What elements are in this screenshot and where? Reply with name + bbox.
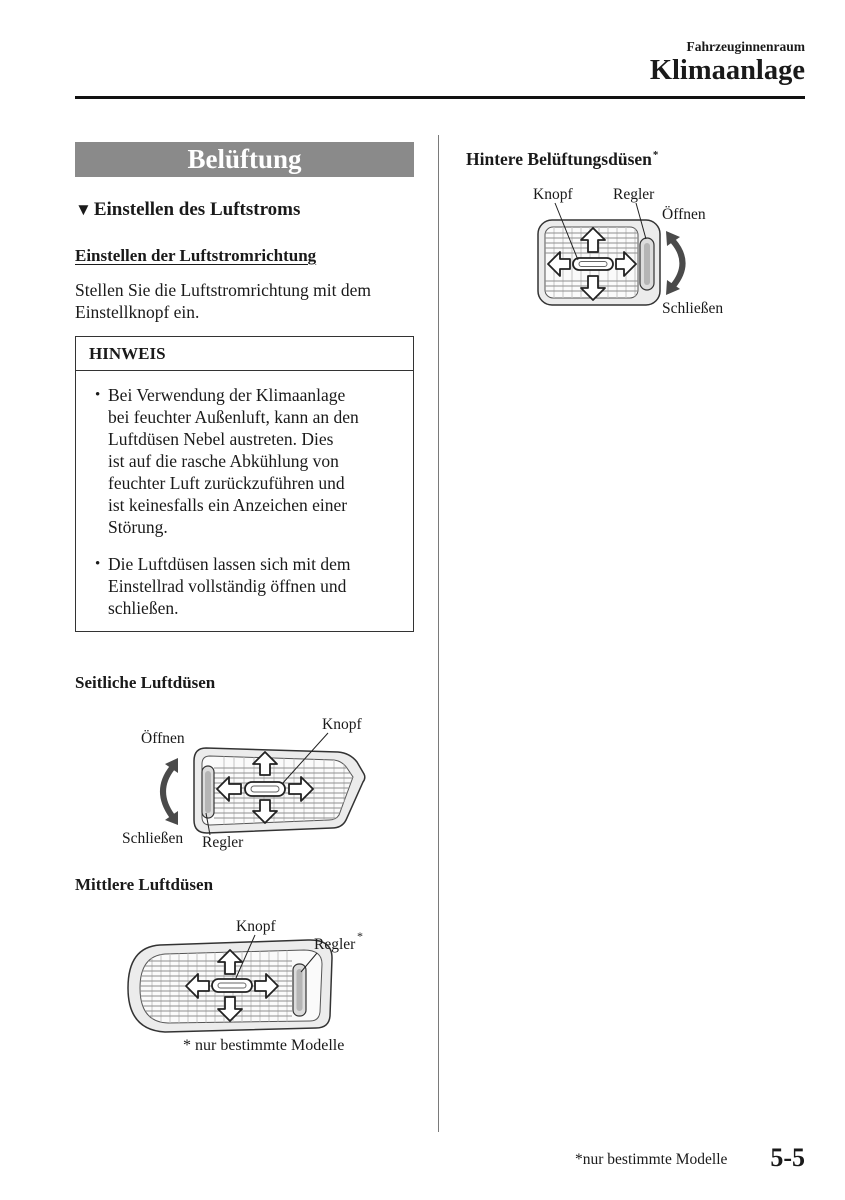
subsection-title: Einstellen des Luftstroms	[93, 199, 301, 220]
center-vents-heading: Mittlere Luftdüsen	[75, 875, 214, 894]
regulator-label: Regler	[613, 186, 655, 203]
intro-paragraph: Stellen Sie die Luftstromrichtung mit dem Einstellknopf ein.	[75, 280, 371, 322]
center-vent-diagram	[120, 912, 370, 1037]
bullet-icon: •	[95, 556, 101, 572]
open-close-arrow-icon	[673, 241, 683, 286]
open-label: Öffnen	[141, 730, 185, 747]
knob-label: Knopf	[322, 716, 362, 733]
regulator-label: Regler	[202, 834, 244, 851]
subsection-heading	[75, 198, 300, 222]
note-title: HINWEIS	[76, 337, 413, 371]
header-rule	[75, 96, 805, 99]
knob-label: Knopf	[533, 186, 573, 203]
note-item-text: Bei Verwendung der Klimaanlage bei feuchter Außenluft, kann an den Luftdüsen Nebel austreten. Dies ist auf die rasche Abkühlung von feuchter Luft zurückzuführen und ist keinesfalls ein Anzeichen einer Störung.	[108, 385, 359, 537]
note-item	[95, 553, 405, 619]
regulator-footnote-mark: *	[357, 929, 363, 943]
note-item-text: Die Luftdüsen lassen sich mit dem Einstellrad vollständig öffnen und schließen.	[108, 554, 351, 618]
page-number: 5-5	[770, 1143, 805, 1172]
note-box	[75, 336, 414, 632]
footer-footnote: *nur bestimmte Modelle	[575, 1151, 728, 1168]
close-label: Schließen	[662, 300, 724, 317]
section-banner: Belüftung	[75, 142, 414, 177]
close-label: Schließen	[122, 830, 184, 847]
column-divider	[438, 135, 439, 1132]
vent-regulator-groove	[297, 969, 303, 1011]
note-list	[76, 371, 413, 631]
open-label: Öffnen	[662, 206, 706, 223]
bullet-icon: •	[95, 387, 101, 403]
note-item	[95, 384, 405, 538]
rear-vent-diagram	[528, 183, 738, 318]
rear-vents-title: Hintere Belüftungsdüsen	[466, 149, 652, 169]
side-vent-diagram	[110, 712, 375, 857]
knob-label: Knopf	[236, 918, 276, 935]
rear-vents-heading	[466, 144, 658, 170]
diagram-footnote: * nur bestimmte Modelle	[183, 1037, 345, 1054]
topic-heading: Einstellen der Luftstromrichtung	[75, 246, 317, 265]
vent-regulator-groove	[644, 243, 650, 285]
page-title: Klimaanlage	[649, 55, 805, 86]
triangle-down-icon: ▼	[75, 200, 92, 219]
side-vents-heading: Seitliche Luftdüsen	[75, 673, 216, 692]
header-category: Fahrzeuginnenraum	[686, 39, 805, 54]
rear-vents-footnote-mark: *	[652, 149, 659, 161]
regulator-label: Regler	[314, 936, 356, 953]
open-close-arrow-icon	[163, 768, 172, 816]
vent-regulator-groove	[205, 771, 211, 813]
